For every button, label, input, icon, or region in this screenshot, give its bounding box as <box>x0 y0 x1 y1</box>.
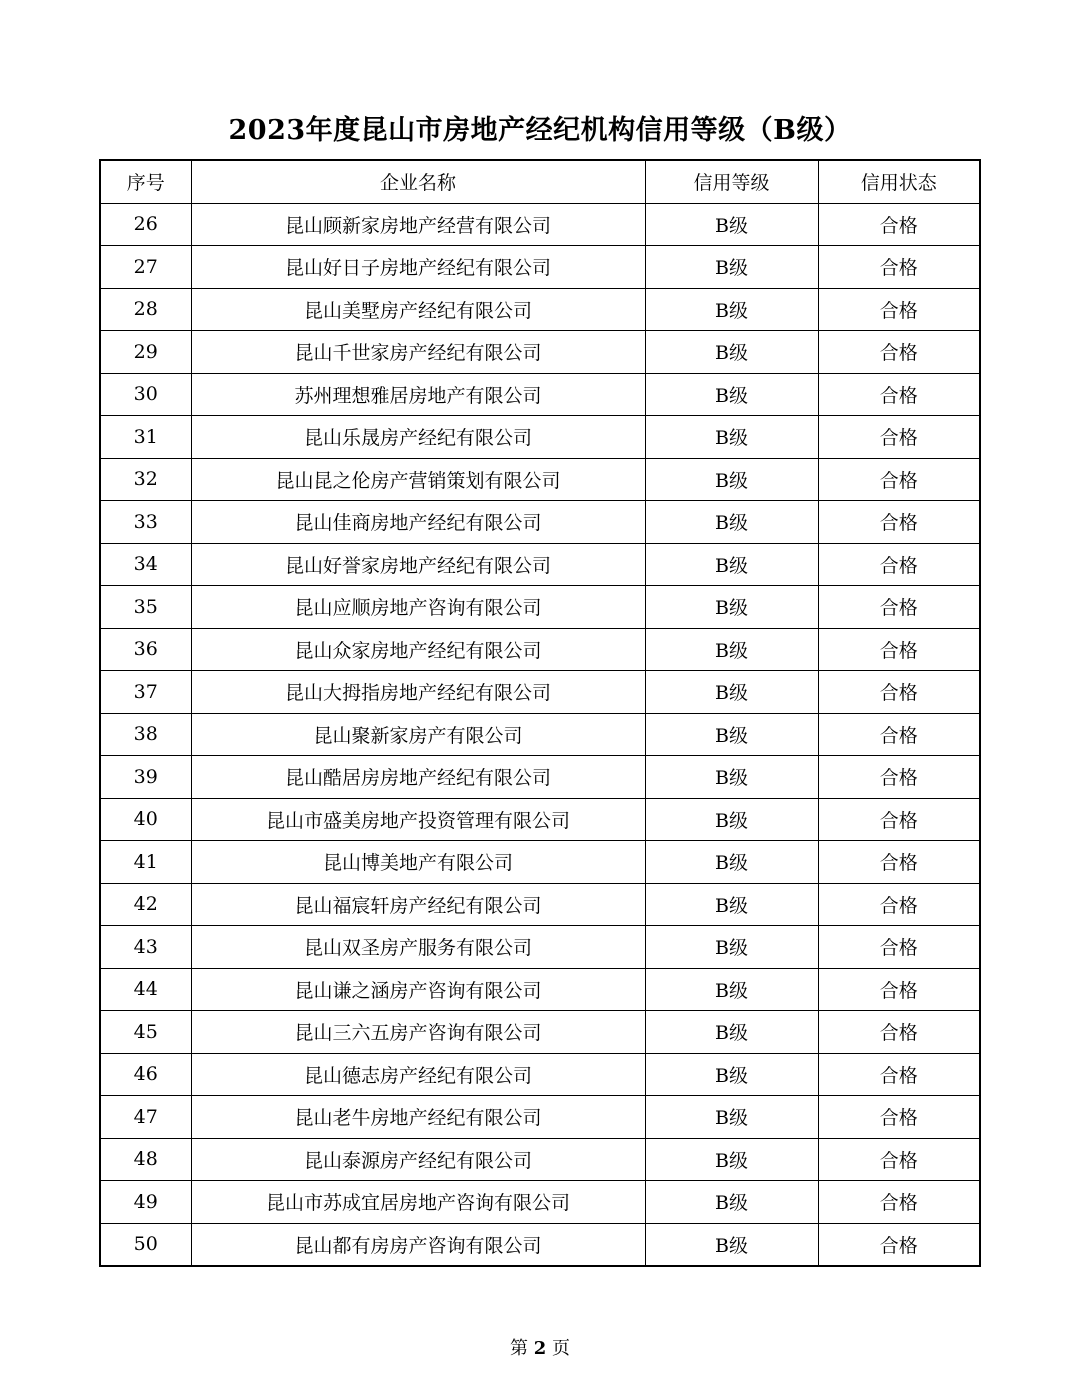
cell-credit-status: 合格 <box>818 713 980 756</box>
cell-company-name: 昆山都有房房产咨询有限公司 <box>191 1223 645 1266</box>
cell-credit-status: 合格 <box>818 926 980 969</box>
cell-credit-status: 合格 <box>818 246 980 289</box>
table-row <box>100 543 980 586</box>
table-row <box>100 203 980 246</box>
cell-credit-status: 合格 <box>818 798 980 841</box>
cell-credit-status: 合格 <box>818 373 980 416</box>
cell-company-name: 昆山市苏成宜居房地产咨询有限公司 <box>191 1181 645 1224</box>
table-body <box>100 203 980 1266</box>
cell-credit-grade: B级 <box>645 1223 818 1266</box>
cell-credit-grade: B级 <box>645 501 818 544</box>
table-row <box>100 841 980 884</box>
header-credit-status: 信用状态 <box>818 160 980 203</box>
cell-serial-number: 38 <box>100 713 191 756</box>
cell-credit-grade: B级 <box>645 1138 818 1181</box>
table-row <box>100 416 980 459</box>
cell-company-name: 昆山德志房产经纪有限公司 <box>191 1053 645 1096</box>
page-number: 2 <box>533 1338 547 1359</box>
cell-credit-grade: B级 <box>645 543 818 586</box>
table-row <box>100 1138 980 1181</box>
cell-credit-status: 合格 <box>818 586 980 629</box>
table-row <box>100 288 980 331</box>
cell-company-name: 昆山市盛美房地产投资管理有限公司 <box>191 798 645 841</box>
table-row <box>100 628 980 671</box>
cell-company-name: 昆山美墅房产经纪有限公司 <box>191 288 645 331</box>
cell-company-name: 昆山千世家房产经纪有限公司 <box>191 331 645 374</box>
cell-credit-grade: B级 <box>645 1011 818 1054</box>
header-credit-grade: 信用等级 <box>645 160 818 203</box>
cell-credit-grade: B级 <box>645 798 818 841</box>
cell-company-name: 昆山博美地产有限公司 <box>191 841 645 884</box>
page-prefix: 第 <box>510 1338 528 1359</box>
cell-credit-status: 合格 <box>818 416 980 459</box>
cell-serial-number: 33 <box>100 501 191 544</box>
cell-company-name: 昆山泰源房产经纪有限公司 <box>191 1138 645 1181</box>
cell-company-name: 昆山顾新家房地产经营有限公司 <box>191 203 645 246</box>
table-row <box>100 373 980 416</box>
cell-credit-grade: B级 <box>645 883 818 926</box>
cell-serial-number: 39 <box>100 756 191 799</box>
cell-credit-grade: B级 <box>645 373 818 416</box>
page-footer <box>0 1334 1080 1360</box>
cell-credit-grade: B级 <box>645 926 818 969</box>
cell-serial-number: 48 <box>100 1138 191 1181</box>
cell-company-name: 昆山酷居房房地产经纪有限公司 <box>191 756 645 799</box>
table-row <box>100 1223 980 1266</box>
cell-credit-grade: B级 <box>645 1181 818 1224</box>
cell-credit-status: 合格 <box>818 1138 980 1181</box>
cell-serial-number: 28 <box>100 288 191 331</box>
cell-credit-status: 合格 <box>818 288 980 331</box>
cell-company-name: 昆山佳商房地产经纪有限公司 <box>191 501 645 544</box>
cell-serial-number: 45 <box>100 1011 191 1054</box>
cell-company-name: 昆山福宸轩房产经纪有限公司 <box>191 883 645 926</box>
cell-serial-number: 32 <box>100 458 191 501</box>
cell-serial-number: 49 <box>100 1181 191 1224</box>
cell-serial-number: 43 <box>100 926 191 969</box>
cell-credit-status: 合格 <box>818 203 980 246</box>
cell-credit-grade: B级 <box>645 586 818 629</box>
cell-credit-status: 合格 <box>818 756 980 799</box>
cell-company-name: 昆山老牛房地产经纪有限公司 <box>191 1096 645 1139</box>
cell-credit-status: 合格 <box>818 331 980 374</box>
cell-company-name: 昆山谦之涵房产咨询有限公司 <box>191 968 645 1011</box>
cell-credit-grade: B级 <box>645 713 818 756</box>
cell-credit-status: 合格 <box>818 883 980 926</box>
cell-credit-grade: B级 <box>645 1053 818 1096</box>
cell-company-name: 昆山应顺房地产咨询有限公司 <box>191 586 645 629</box>
cell-company-name: 昆山好誉家房地产经纪有限公司 <box>191 543 645 586</box>
cell-credit-grade: B级 <box>645 756 818 799</box>
cell-serial-number: 36 <box>100 628 191 671</box>
table-row <box>100 1096 980 1139</box>
cell-serial-number: 29 <box>100 331 191 374</box>
table-row <box>100 246 980 289</box>
cell-serial-number: 27 <box>100 246 191 289</box>
table-row <box>100 458 980 501</box>
cell-credit-status: 合格 <box>818 543 980 586</box>
cell-credit-status: 合格 <box>818 458 980 501</box>
cell-serial-number: 41 <box>100 841 191 884</box>
cell-credit-status: 合格 <box>818 968 980 1011</box>
table-row <box>100 1181 980 1224</box>
cell-credit-grade: B级 <box>645 458 818 501</box>
cell-credit-status: 合格 <box>818 501 980 544</box>
cell-credit-grade: B级 <box>645 203 818 246</box>
table-row <box>100 501 980 544</box>
table-row <box>100 926 980 969</box>
credit-rating-table <box>99 159 981 1267</box>
cell-credit-grade: B级 <box>645 1096 818 1139</box>
table-row <box>100 756 980 799</box>
cell-serial-number: 34 <box>100 543 191 586</box>
cell-credit-grade: B级 <box>645 246 818 289</box>
cell-credit-grade: B级 <box>645 671 818 714</box>
table-row <box>100 1053 980 1096</box>
cell-serial-number: 44 <box>100 968 191 1011</box>
cell-company-name: 昆山好日子房地产经纪有限公司 <box>191 246 645 289</box>
table-header-row <box>100 160 980 203</box>
cell-credit-grade: B级 <box>645 968 818 1011</box>
cell-credit-status: 合格 <box>818 1096 980 1139</box>
table-row <box>100 968 980 1011</box>
table-row <box>100 586 980 629</box>
cell-company-name: 昆山乐晟房产经纪有限公司 <box>191 416 645 459</box>
cell-company-name: 昆山昆之伦房产营销策划有限公司 <box>191 458 645 501</box>
cell-company-name: 昆山三六五房产咨询有限公司 <box>191 1011 645 1054</box>
cell-credit-status: 合格 <box>818 1223 980 1266</box>
cell-credit-status: 合格 <box>818 1053 980 1096</box>
cell-credit-grade: B级 <box>645 288 818 331</box>
cell-serial-number: 31 <box>100 416 191 459</box>
cell-serial-number: 42 <box>100 883 191 926</box>
cell-serial-number: 37 <box>100 671 191 714</box>
page-suffix: 页 <box>552 1338 570 1359</box>
cell-serial-number: 30 <box>100 373 191 416</box>
cell-company-name: 苏州理想雅居房地产有限公司 <box>191 373 645 416</box>
cell-credit-grade: B级 <box>645 841 818 884</box>
table-row <box>100 671 980 714</box>
cell-credit-status: 合格 <box>818 628 980 671</box>
table-row <box>100 713 980 756</box>
cell-credit-grade: B级 <box>645 416 818 459</box>
header-company-name: 企业名称 <box>191 160 645 203</box>
cell-credit-grade: B级 <box>645 628 818 671</box>
cell-company-name: 昆山大拇指房地产经纪有限公司 <box>191 671 645 714</box>
table-row <box>100 331 980 374</box>
cell-serial-number: 47 <box>100 1096 191 1139</box>
cell-company-name: 昆山双圣房产服务有限公司 <box>191 926 645 969</box>
cell-serial-number: 35 <box>100 586 191 629</box>
table-row <box>100 883 980 926</box>
cell-credit-status: 合格 <box>818 671 980 714</box>
cell-credit-grade: B级 <box>645 331 818 374</box>
cell-company-name: 昆山众家房地产经纪有限公司 <box>191 628 645 671</box>
cell-serial-number: 46 <box>100 1053 191 1096</box>
table-row <box>100 1011 980 1054</box>
document-title: 2023年度昆山市房地产经纪机构信用等级（B级） <box>228 115 852 146</box>
table-row <box>100 798 980 841</box>
cell-serial-number: 40 <box>100 798 191 841</box>
cell-serial-number: 26 <box>100 203 191 246</box>
cell-credit-status: 合格 <box>818 1011 980 1054</box>
cell-company-name: 昆山聚新家房产有限公司 <box>191 713 645 756</box>
cell-credit-status: 合格 <box>818 841 980 884</box>
cell-credit-status: 合格 <box>818 1181 980 1224</box>
header-serial-number: 序号 <box>100 160 191 203</box>
cell-serial-number: 50 <box>100 1223 191 1266</box>
